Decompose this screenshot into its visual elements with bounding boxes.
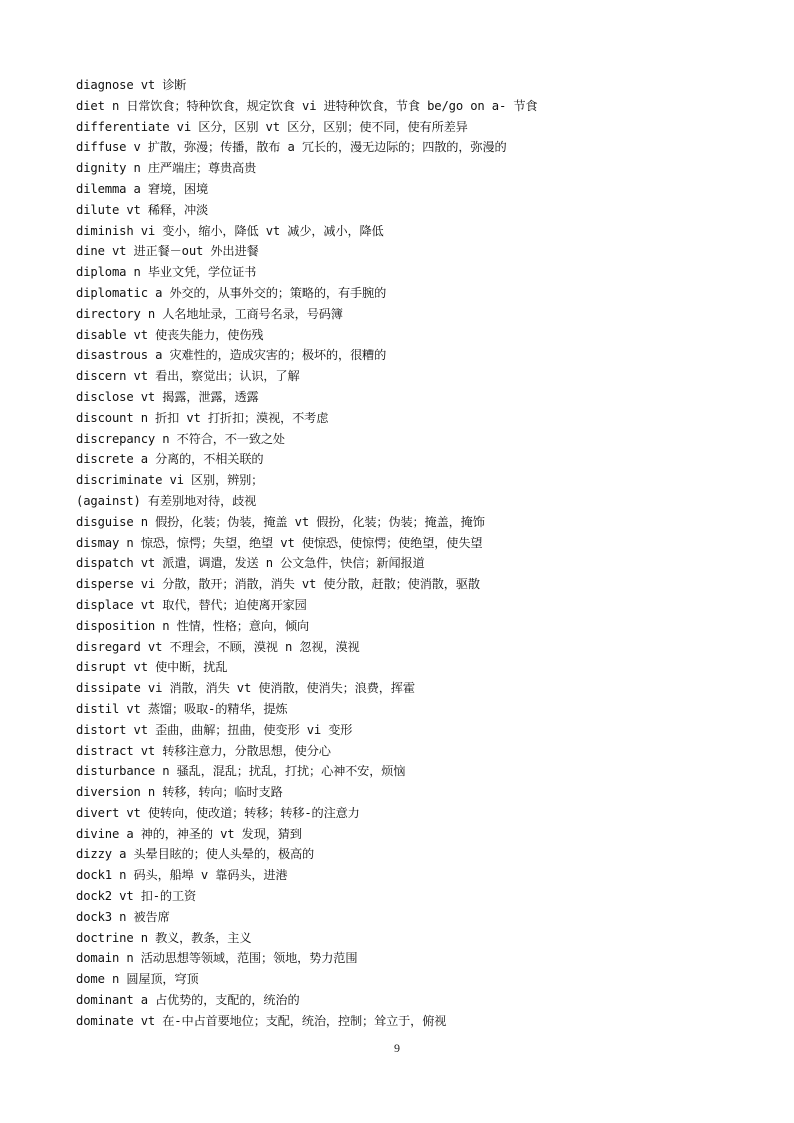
vocabulary-entry: displace vt 取代，替代；迫使离开家园 <box>76 597 307 612</box>
vocabulary-entry: discrete a 分离的，不相关联的 <box>76 452 264 467</box>
vocabulary-entry: (against) 有差别地对待，歧视 <box>76 493 257 508</box>
vocabulary-entry: dilute vt 稀释，冲淡 <box>76 202 209 217</box>
vocabulary-entry: discount n 折扣 vt 打折扣；漠视，不考虑 <box>76 410 329 425</box>
vocabulary-entry: disable vt 使丧失能力，使伤残 <box>76 327 264 342</box>
vocabulary-entry: disregard vt 不理会，不顾，漠视 n 忽视，漠视 <box>76 639 360 654</box>
vocabulary-list <box>76 75 756 1032</box>
vocabulary-entry: diversion n 转移，转向；临时支路 <box>76 785 283 800</box>
vocabulary-entry: divine a 神的，神圣的 vt 发现，猜到 <box>76 826 302 841</box>
vocabulary-entry: dominant a 占优势的，支配的，统治的 <box>76 993 300 1008</box>
vocabulary-entry: disastrous a 灾难性的，造成灾害的；极坏的，很糟的 <box>76 348 387 363</box>
vocabulary-entry: discriminate vi 区别，辨别； <box>76 473 264 488</box>
vocabulary-entry: disguise n 假扮，化装；伪装，掩盖 vt 假扮，化装；伪装；掩盖，掩饰 <box>76 514 485 529</box>
vocabulary-entry: domain n 活动思想等领域，范围；领地，势力范围 <box>76 951 358 966</box>
vocabulary-entry: dispatch vt 派遣，调遣，发送 n 公文急件，快信；新闻报道 <box>76 556 425 571</box>
page-number: 9 <box>394 1041 400 1055</box>
vocabulary-entry: directory n 人名地址录，工商号名录，号码簿 <box>76 306 343 321</box>
vocabulary-entry: dominate vt 在-中占首要地位；支配，统治，控制；耸立于，俯视 <box>76 1013 447 1028</box>
vocabulary-entry: dine vt 进正餐－out 外出进餐 <box>76 244 259 259</box>
vocabulary-entry: doctrine n 教义，教条，主义 <box>76 930 252 945</box>
vocabulary-entry: diplomatic a 外交的，从事外交的；策略的，有手腕的 <box>76 285 387 300</box>
vocabulary-entry: dismay n 惊恐，惊愕；失望，绝望 vt 使惊恐，使惊愕；使绝望，使失望 <box>76 535 483 550</box>
vocabulary-entry: distil vt 蒸馏；吸取-的精华，提炼 <box>76 701 288 716</box>
vocabulary-entry: disrupt vt 使中断，扰乱 <box>76 660 228 675</box>
vocabulary-entry: dizzy a 头晕目眩的；使人头晕的，极高的 <box>76 847 315 862</box>
vocabulary-entry: dignity n 庄严端庄；尊贵高贵 <box>76 161 257 176</box>
vocabulary-entry: diminish vi 变小，缩小，降低 vt 减少，减小，降低 <box>76 223 384 238</box>
vocabulary-entry: dome n 圆屋顶，穹顶 <box>76 972 199 987</box>
vocabulary-entry: dissipate vi 消散，消失 vt 使消散，使消失；浪费，挥霍 <box>76 681 415 696</box>
vocabulary-entry: distort vt 歪曲，曲解；扭曲，使变形 vi 变形 <box>76 722 353 737</box>
vocabulary-entry: dilemma a 窘境，困境 <box>76 181 209 196</box>
vocabulary-entry: differentiate vi 区分，区别 vt 区分，区别；使不同，使有所差异 <box>76 119 468 134</box>
vocabulary-entry: disposition n 性情，性格；意向，倾向 <box>76 618 310 633</box>
vocabulary-entry: dock1 n 码头，船埠 v 靠码头，进港 <box>76 868 288 883</box>
vocabulary-entry: dock2 vt 扣-的工资 <box>76 889 197 904</box>
vocabulary-entry: discern vt 看出，察觉出；认识，了解 <box>76 369 300 384</box>
vocabulary-entry: diffuse v 扩散，弥漫；传播，散布 a 冗长的，漫无边际的；四散的，弥漫的 <box>76 140 507 155</box>
vocabulary-entry: divert vt 使转向，使改道；转移；转移-的注意力 <box>76 805 360 820</box>
vocabulary-entry: diet n 日常饮食；特种饮食，规定饮食 vi 进特种饮食，节食 be/go on a- 节食 <box>76 98 538 113</box>
vocabulary-entry: discrepancy n 不符合，不一致之处 <box>76 431 285 446</box>
vocabulary-entry: diagnose vt 诊断 <box>76 78 187 92</box>
vocabulary-entry: disturbance n 骚乱，混乱；扰乱，打扰；心神不安，烦恼 <box>76 764 406 779</box>
vocabulary-entry: diploma n 毕业文凭，学位证书 <box>76 265 257 280</box>
vocabulary-entry: dock3 n 被告席 <box>76 909 170 924</box>
vocabulary-entry: disperse vi 分散，散开；消散，消失 vt 使分散，赶散；使消散，驱散 <box>76 577 480 592</box>
vocabulary-entry: distract vt 转移注意力，分散思想，使分心 <box>76 743 331 758</box>
vocabulary-entry: disclose vt 揭露，泄露，透露 <box>76 389 259 404</box>
